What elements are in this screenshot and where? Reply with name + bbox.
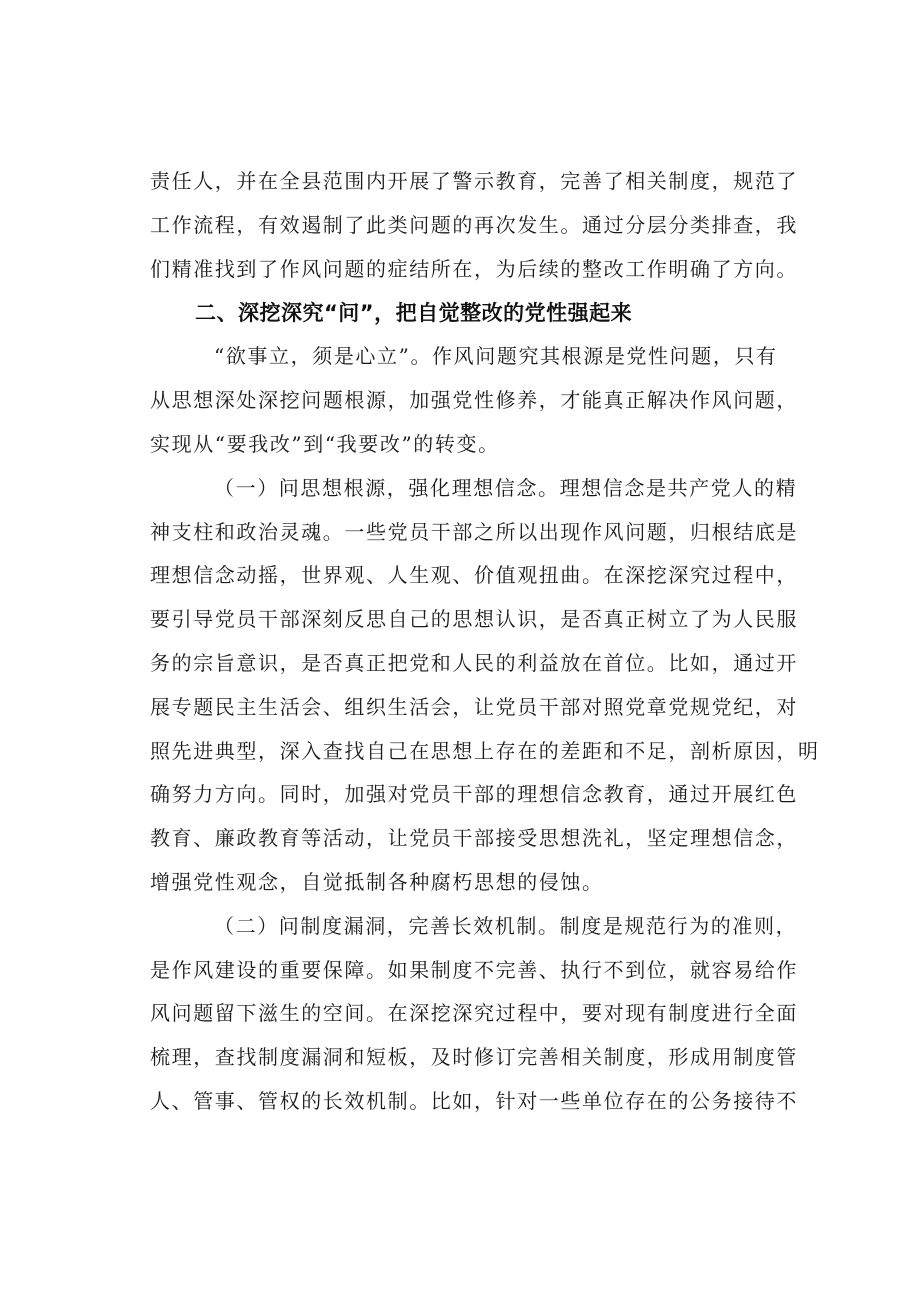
text-line: 理想信念动摇，世界观、人生观、价值观扭曲。在深挖深究过程中， <box>150 563 798 588</box>
text-line: 责任人，并在全县范围内开展了警示教育，完善了相关制度，规范了 <box>150 169 798 193</box>
text-line: 要引导党员干部深刻反思自己的思想认识，是否真正树立了为人民服 <box>150 607 798 632</box>
text-line: 教育、廉政教育等活动，让党员干部接受思想洗礼，坚定理想信念， <box>150 826 798 851</box>
paragraph-first-line: （二）问制度漏洞，完善长效机制。制度是规范行为的准则， <box>214 913 798 938</box>
text-line: 风问题留下滋生的空间。在深挖深究过程中，要对现有制度进行全面 <box>150 1001 798 1026</box>
text-line: 是作风建设的重要保障。如果制度不完善、执行不到位，就容易给作 <box>150 957 798 982</box>
paragraph-first-line: （一）问思想根源，强化理想信念。理想信念是共产党人的精 <box>214 475 798 500</box>
text-line: 们精准找到了作风问题的症结所在，为后续的整改工作明确了方向。 <box>150 256 798 281</box>
text-line: 实现从“要我改”到“我要改”的转变。 <box>150 431 500 456</box>
text-line: 照先进典型，深入查找自己在思想上存在的差距和不足，剖析原因，明 <box>150 738 820 763</box>
document-body <box>150 160 820 1124</box>
text-line: 神支柱和政治灵魂。一些党员干部之所以出现作风问题，归根结底是 <box>150 519 798 544</box>
text-line: 梳理，查找制度漏洞和短板，及时修订完善相关制度，形成用制度管 <box>150 1045 798 1070</box>
text-line: 确努力方向。同时，加强对党员干部的理想信念教育，通过开展红色 <box>150 782 798 807</box>
text-line: 人、管事、管权的长效机制。比如，针对一些单位存在的公务接待不 <box>150 1088 798 1113</box>
text-line: 从思想深处深挖问题根源，加强党性修养，才能真正解决作风问题， <box>150 388 798 413</box>
text-line: 增强党性观念，自觉抵制各种腐朽思想的侵蚀。 <box>150 869 604 894</box>
text-line: 工作流程，有效遏制了此类问题的再次发生。通过分层分类排查，我 <box>150 212 798 237</box>
text-line: 务的宗旨意识，是否真正把党和人民的利益放在首位。比如，通过开 <box>150 650 798 675</box>
paragraph-first-line: “欲事立，须是心立”。作风问题究其根源是党性问题，只有 <box>214 344 778 369</box>
section-heading: 二、深挖深究“问”，把自觉整改的党性强起来 <box>195 301 633 326</box>
text-line: 展专题民主生活会、组织生活会，让党员干部对照党章党规党纪，对 <box>150 694 798 719</box>
